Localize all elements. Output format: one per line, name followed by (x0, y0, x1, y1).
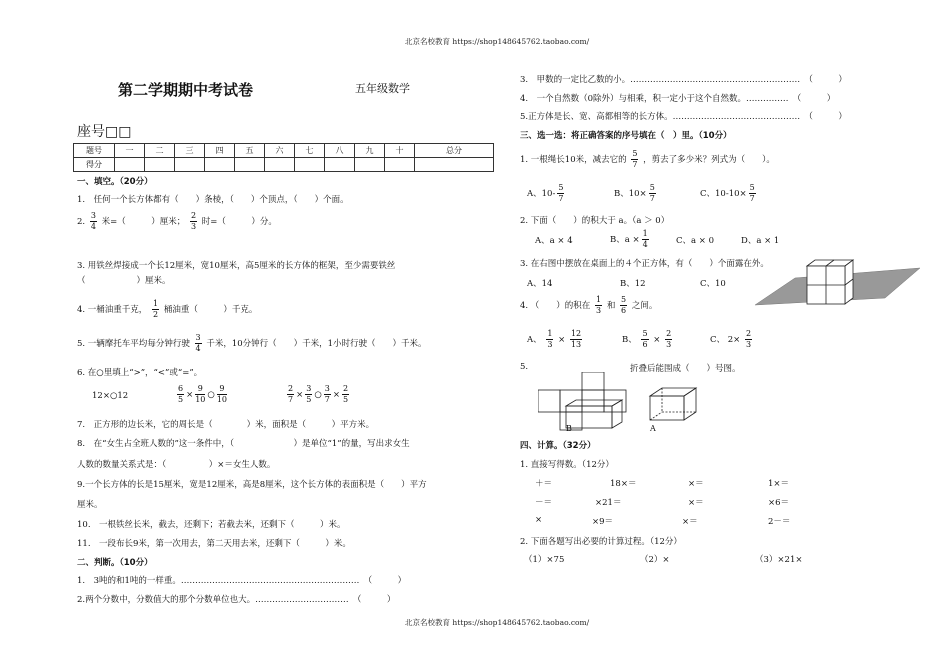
compare-item-1: 12×○12 (92, 391, 129, 401)
choice-2-option-b: B、a × $\frac{1}{4}$ (610, 229, 648, 249)
choice-3-option-a: A、14 (527, 279, 553, 289)
choice-1-option-a: A、10- $\frac{5}{7}$ (527, 183, 564, 203)
fraction: $\frac{3}{4}$ (195, 333, 201, 353)
choice-3-option-c: C、10 (700, 279, 726, 289)
calc-item: 18×＝ (610, 479, 637, 489)
score-header-cell: 三 (175, 144, 205, 158)
judge-question-4: 4. 一个自然数（0除外）与相乘，积一定小于这个自然数。…………… （ ） (520, 94, 836, 104)
choice-question-2: 2. 下面（ ）的积大于 a。（a ＞ 0） (520, 216, 670, 226)
q2-text-a: 米=（ ）厘米； (101, 217, 186, 227)
q5-text-a: 5. 一辆摩托车平均每分钟行驶 (77, 339, 190, 349)
calc-item: ×21＝ (595, 498, 622, 508)
judge-question-1: 1. 3吨的和1吨的一样重。……………………………………………………… （ ） (77, 576, 407, 586)
fraction: $\frac{1}{2}$ (153, 299, 159, 319)
score-cell[interactable] (205, 158, 235, 172)
score-header-cell: 七 (295, 144, 325, 158)
calc-process-item-1: （1）×75 (524, 555, 565, 565)
choice-question-5-number: 5. (520, 362, 529, 372)
choice-question-3: 3. 在右图中摆放在桌面上的４个正方体，有（ ）个面露在外。 (520, 259, 769, 269)
q2-number: 2. (77, 217, 86, 227)
calc-item: －＝ (535, 498, 553, 508)
fill-question-7: 7. 正方形的边长米，它的周长是（ ）米，面积是（ ）平方米。 (77, 420, 375, 430)
score-cell[interactable] (295, 158, 325, 172)
cubes-on-table-figure (755, 258, 920, 310)
fill-question-3-line-2: （ ）厘米。 (77, 276, 171, 286)
calc-item: ×9＝ (592, 517, 614, 527)
fraction: $\frac{2}{7}$ (288, 384, 294, 404)
choice-1-option-b: B、10× $\frac{5}{7}$ (614, 183, 655, 203)
seat-number-label: 座号□□ (77, 124, 132, 140)
fill-question-9-line-1: 9.一个长方体的长是15厘米，宽是12厘米，高是8厘米，这个长方体的表面积是（ ）平方 (77, 480, 427, 490)
choice-4-option-c: C、 2× $\frac{2}{3}$ (710, 329, 752, 349)
score-row-label: 得分 (74, 158, 115, 172)
fill-question-11: 11. 一段布长9米，第一次用去，第二天用去米，还剩下（ ）米。 (77, 539, 351, 549)
score-header-cell: 五 (235, 144, 265, 158)
fraction: $\frac{1}{3}$ (547, 329, 553, 349)
fraction: $\frac{12}{13}$ (570, 329, 582, 349)
fraction: $\frac{9}{10}$ (216, 384, 228, 404)
calc-item: ×6＝ (768, 498, 790, 508)
q4-text-a: 4. 一桶油重千克， (77, 305, 148, 315)
calc-item: ＋＝ (535, 479, 553, 489)
score-table-score-row (74, 158, 494, 172)
score-table-header-row (74, 144, 494, 158)
fraction: $\frac{6}{5}$ (178, 384, 184, 404)
q4-text-b: 桶油重（ ）千克。 (163, 305, 258, 315)
cube-net-figure (538, 372, 718, 434)
choice-3-option-b: B、12 (620, 279, 646, 289)
fraction: $\frac{2}{3}$ (745, 329, 752, 349)
choice-2-option-c: C、a × 0 (676, 236, 715, 246)
fill-question-5 (77, 334, 427, 353)
choice-2-option-d: D、a × 1 (741, 236, 780, 246)
calc-process-item-3: （3）×21× (755, 555, 803, 565)
section-calc-heading: 四、计算。（32分） (520, 441, 596, 451)
q5-text-b: 千米，10分钟行（ ）千米，1小时行驶（ ）千米。 (206, 339, 427, 349)
exam-title: 第二学期期中考试卷 (118, 81, 254, 99)
score-header-cell: 题号 (74, 144, 115, 158)
page-header: 北京名校教育 https://shop148645762.taobao.com/ (405, 37, 590, 46)
fill-question-9-line-2: 厘米。 (77, 500, 103, 510)
score-cell[interactable] (265, 158, 295, 172)
fraction: $\frac{5}{7}$ (649, 183, 655, 203)
section-fill-blank-heading: 一、填空。（20分） (77, 177, 153, 187)
calc-item: ×＝ (688, 498, 704, 508)
fill-question-8-line-1: 8. 在“女生占全班人数的”这一条件中，（ ）是单位“1”的量，写出求女生 (77, 439, 410, 449)
fill-question-1: 1. 任何一个长方体都有（ ）条棱，（ ）个顶点，（ ）个面。 (77, 195, 349, 205)
score-header-cell: 四 (205, 144, 235, 158)
calc-item: 1×＝ (768, 479, 790, 489)
fraction: $\frac{1}{4}$ (642, 229, 648, 249)
fill-question-2 (77, 212, 277, 231)
fill-question-6: 6. 在○里填上“>”，“<”或“=”。 (77, 368, 203, 378)
calc-process-heading: 2. 下面各题写出必要的计算过程。（12分） (520, 537, 682, 547)
figure-label-b: B (566, 424, 572, 433)
score-cell[interactable] (325, 158, 355, 172)
choice-question-1 (520, 150, 775, 169)
choice-1-option-c: C、10-10× $\frac{5}{7}$ (700, 183, 755, 203)
score-header-cell: 二 (145, 144, 175, 158)
fraction: $\frac{9}{10}$ (195, 384, 206, 404)
fraction: $\frac{1}{3}$ (596, 295, 602, 315)
choice-question-4: 4. （ ）的积在 $\frac{1}{3}$ 和 $\frac{5}{6}$ 之间。 (520, 295, 658, 315)
score-header-cell: 八 (325, 144, 355, 158)
fraction: $\frac{5}{6}$ (621, 295, 627, 315)
choice-4-option-b: B、 $\frac{5}{6}$ × $\frac{2}{3}$ (622, 329, 672, 349)
fill-question-4 (77, 300, 257, 319)
fraction: $\frac{5}{7}$ (558, 183, 564, 203)
score-header-cell: 总分 (415, 144, 494, 158)
fraction: $\frac{5}{6}$ (642, 329, 648, 349)
fraction: $\frac{2}{5}$ (342, 384, 349, 404)
score-cell[interactable] (415, 158, 494, 172)
score-header-cell: 一 (115, 144, 145, 158)
score-header-cell: 六 (265, 144, 295, 158)
score-header-cell: 九 (355, 144, 385, 158)
score-cell[interactable] (175, 158, 205, 172)
compare-item-2: $\frac{6}{5}$ × $\frac{9}{10}$ ○ $\frac{9}{10}$ (178, 384, 228, 404)
choice-4-option-a: A、 $\frac{1}{3}$ × $\frac{12}{13}$ (527, 329, 582, 349)
figure-label-a: A (650, 424, 656, 433)
fill-question-8-line-2: 人数的数量关系式是：（ ）×＝女生人数。 (77, 460, 276, 470)
page-footer: 北京名校教育 https://shop148645762.taobao.com/ (405, 618, 590, 627)
fill-question-3-line-1: 3. 用铁丝焊接成一个长12厘米，宽10厘米，高5厘米的长方体的框架，至少需要铁丝 (77, 261, 396, 271)
fraction: $\frac{2}{3}$ (190, 211, 197, 231)
fill-question-10: 10. 一根铁丝长米，截去，还剩下；若截去米，还剩下（ ）米。 (77, 520, 346, 530)
score-cell[interactable] (145, 158, 175, 172)
q2-text-b: 时=（ ）分。 (201, 217, 277, 227)
calc-direct-heading: 1. 直接写得数。（12分） (520, 460, 614, 470)
section-choice-heading: 三、选一选：将正确答案的序号填在（ ）里。（10分） (520, 131, 732, 141)
judge-question-2: 2.两个分数中，分数值大的那个分数单位也大。…………………………… （ ） (77, 595, 396, 605)
calc-process-item-2: （2）× (640, 555, 670, 565)
exam-subtitle: 五年级数学 (355, 82, 410, 95)
score-table (73, 143, 494, 172)
score-cell[interactable] (355, 158, 385, 172)
calc-item: 2－＝ (768, 517, 791, 527)
fraction: $\frac{3}{7}$ (324, 384, 330, 404)
score-header-cell: 十 (385, 144, 415, 158)
c1-text-b: ，剪去了多少米？列式为（ ）。 (643, 155, 775, 165)
calc-item: × (535, 515, 543, 525)
score-cell[interactable] (385, 158, 415, 172)
score-cell[interactable] (235, 158, 265, 172)
calc-item: ×＝ (688, 479, 704, 489)
section-judge-heading: 二、判断。（10分） (77, 558, 153, 568)
fraction: $\frac{5}{7}$ (749, 183, 755, 203)
compare-item-3: $\frac{2}{7}$ × $\frac{3}{5}$ ○ $\frac{3}{7}$ × $\frac{2}{5}$ (288, 384, 349, 404)
judge-question-5: 5.正方体是长、宽、高都相等的长方体。……………………………………… （ ） (520, 112, 847, 122)
c1-text-a: 1. 一根绳长10米，减去它的 (520, 155, 627, 165)
fraction: $\frac{2}{3}$ (666, 329, 672, 349)
judge-question-3: 3. 甲数的一定比乙数的小。…………………………………………………… （ ） (520, 75, 847, 85)
fraction: $\frac{5}{7}$ (632, 149, 638, 169)
fraction: $\frac{3}{5}$ (306, 384, 312, 404)
choice-2-option-a: A、a × 4 (535, 236, 573, 246)
choice-question-5-text: 折叠后能围成（ ）号图。 (630, 364, 741, 374)
calc-item: ×＝ (682, 517, 698, 527)
fraction: $\frac{3}{4}$ (90, 211, 96, 231)
score-cell[interactable] (115, 158, 145, 172)
